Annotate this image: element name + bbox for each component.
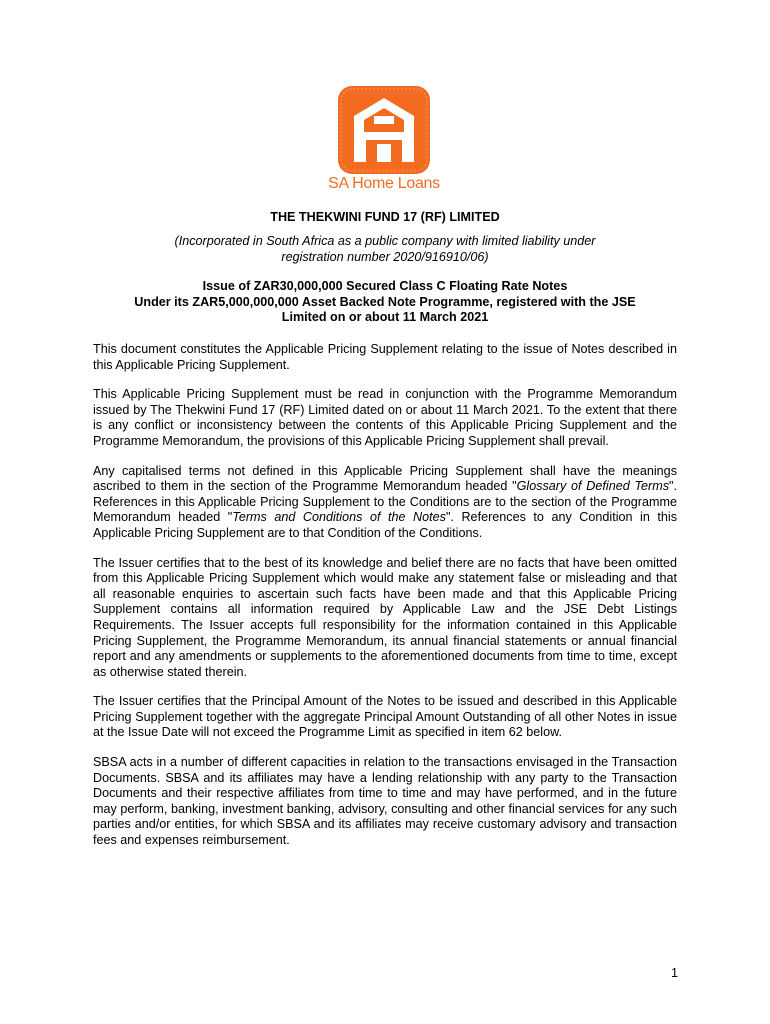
- glossary-reference: Glossary of Defined Terms: [516, 479, 669, 494]
- paragraph-text: Any capitalised terms not defined in this Applicable Pricing Supplement shall have the meanings ascribed to them in the section of the Programme Memorandum headed ": [93, 463, 677, 494]
- paragraph: SBSA acts in a number of different capacities in relation to the transactions envisaged in the Transaction Documents. SBSA and its affiliates may have a lending relationship with any party to the Transaction Documents and their respective affiliates from time to time and may have performed, and in the future may perform, banking, investment banking, advisory, consulting and other financial services for any such parties and/or entities, for which SBSA and its affiliates may receive customary advisory and transaction fees and expenses reimbursement.: [93, 755, 677, 848]
- paragraph: This Applicable Pricing Supplement must be read in conjunction with the Programme Memorandum issued by The Thekwini Fund 17 (RF) Limited dated on or about 11 March 2021. To the extent that there is any conflict or inconsistency between the contents of this Applicable Pricing Supplement and the Programme Memorandum, the provisions of this Applicable Pricing Supplement shall prevail.: [93, 387, 677, 448]
- incorporation-line: registration number 2020/916910/06): [281, 249, 489, 264]
- page-number: 1: [670, 966, 678, 980]
- document-body: [93, 342, 677, 863]
- conditions-reference: Terms and Conditions of the Notes: [232, 510, 446, 525]
- issue-line: Under its ZAR5,000,000,000 Asset Backed Note Programme, registered with the JSE: [134, 294, 636, 309]
- paragraph: This document constitutes the Applicable Pricing Supplement relating to the issue of Notes described in this Applicable Pricing Supplement.: [93, 342, 677, 372]
- incorporation-line: (Incorporated in South Africa as a public company with limited liability under: [174, 234, 596, 248]
- paragraph-text: ". References in this Applicable Pricing Supplement to the Conditions are to the section of the Programme Memorandum headed ": [93, 479, 677, 525]
- issue-heading: [93, 279, 677, 326]
- fund-title: THE THEKWINI FUND 17 (RF) LIMITED: [270, 210, 500, 224]
- paragraph: The Issuer certifies that to the best of its knowledge and belief there are no facts that have been omitted from this Applicable Pricing Supplement which would make any statement false or misleading and that all reasonable enquiries to ascertain such facts have been made and that this Applicable Pricing Supplement contains all information required by Applicable Law and the JSE Debt Listings Requirements. The Issuer accepts full responsibility for the information contained in this Applicable Pricing Supplement, the Programme Memorandum, its annual financial statements or annual financial report and any amendments or supplements to the aforementioned documents from time to time, except as otherwise stated therein.: [93, 555, 677, 679]
- paragraph: The Issuer certifies that the Principal Amount of the Notes to be issued and described in this Applicable Pricing Supplement together with the aggregate Principal Amount Outstanding of all other Notes in issue at the Issue Date will not exceed the Programme Limit as specified in item 62 below.: [93, 694, 677, 740]
- paragraph-text: ". References to any Condition in this Applicable Pricing Supplement are to that Condition of the Conditions.: [93, 510, 677, 540]
- brand-name: SA Home Loans: [328, 175, 440, 192]
- incorporation-statement: [93, 234, 677, 265]
- issue-line: Limited on or about 11 March 2021: [281, 310, 489, 325]
- paragraph: [93, 464, 677, 542]
- issue-line: Issue of ZAR30,000,000 Secured Class C Floating Rate Notes: [202, 279, 568, 293]
